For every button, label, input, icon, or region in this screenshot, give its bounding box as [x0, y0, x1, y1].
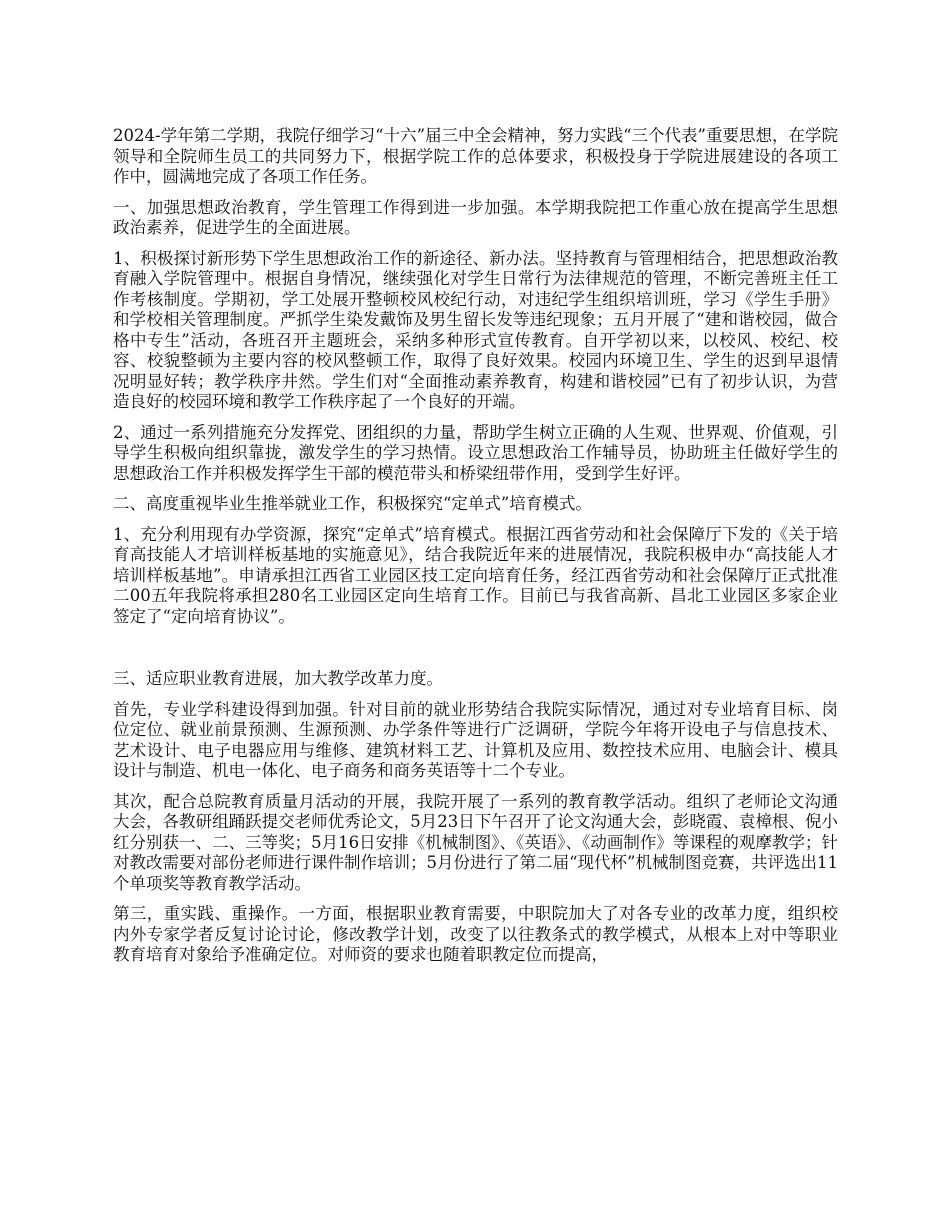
section-3-second: 其次，配合总院教育质量月活动的开展，我院开展了一系列的教育教学活动。组织了老师论文沟通大会，各教研组踊跃提交老师优秀论文，5月23日下午召开了论文沟通大会，彭晓霞、袁樟根、倪小红分别获一、二、三等奖；5月16日安排《机械制图》、《英语》、《动画制作》等课程的观摩教学；针对教改需要对部份老师进行课件制作培训；5月份进行了第二届“现代杯”机械制图竞赛，共评选出11个单项奖等教育教学活动。 — [113, 791, 838, 893]
section-2-heading: 二、高度重视毕业生推举就业工作，积极探究“定单式”培育模式。 — [113, 494, 592, 513]
section-1-item-1: 1、积极探讨新形势下学生思想政治工作的新途径、新办法。坚持教育与管理相结合，把思想政治教育融入学院管理中。根据自身情况，继续强化对学生日常行为法律规范的管理，不断完善班主任工作考核制度。学期初，学工处展开整顿校风校纪行动，对违纪学生组织培训班，学习《学生手册》和学校相关管理制度。严抓学生染发戴饰及男生留长发等违纪现象；五月开展了“建和谐校园，做合格中专生”活动，各班召开主题班会，采纳多种形式宣传教育。自开学初以来，以校风、校纪、校容、校貌整顿为主要内容的校风整顿工作，取得了良好效果。校园内环境卫生、学生的迟到早退情况明显好转；教学秩序井然。学生们对“全面推动素养教育，构建和谐校园”已有了初步认识，为营造良好的校园环境和教学工作秩序起了一个良好的开端。 — [113, 248, 838, 411]
section-3-first: 首先，专业学科建设得到加强。针对目前的就业形势结合我院实际情况，通过对专业培育目标、岗位定位、就业前景预测、生源预测、办学条件等进行广泛调研，学院今年将开设电子与信息技术、艺术设计、电子电器应用与维修、建筑材料工艺、计算机及应用、数控技术应用、电脑会计、模具设计与制造、机电一体化、电子商务和商务英语等十二个专业。 — [113, 699, 838, 780]
section-3-third: 第三，重实践、重操作。一方面，根据职业教育需要，中职院加大了对各专业的改革力度，组织校内外专家学者反复讨论讨论，修改教学计划，改变了以往教条式的教学模式，从根本上对中等职业教育培育对象给予准确定位。对师资的要求也随着职教定位而提高， — [113, 904, 838, 964]
document-body — [113, 126, 838, 976]
section-1-item-2: 2、通过一系列措施充分发挥党、团组织的力量，帮助学生树立正确的人生观、世界观、价值观，引导学生积极向组织靠拢，激发学生的学习热情。设立思想政治工作辅导员，协助班主任做好学生的思想政治工作并积极发挥学生干部的模范带头和桥梁纽带作用，受到学生好评。 — [113, 422, 838, 483]
section-2-item-1: 1、充分利用现有办学资源，探究“定单式”培育模式。根据江西省劳动和社会保障厅下发的《关于培育高技能人才培训样板基地的实施意见》，结合我院近年来的进展情况，我院积极申办“高技能人才培训样板基地”。申请承担江西省工业园区技工定向培育任务，经江西省劳动和社会保障厅正式批准二00五年我院将承担280名工业园区定向生培育工作。目前已与我省高新、昌北工业园区多家企业签定了“定向培育协议”。 — [113, 524, 838, 626]
intro-paragraph: 2024-学年第二学期，我院仔细学习“十六”届三中全会精神，努力实践“三个代表”重要思想，在学院领导和全院师生员工的共同努力下，根据学院工作的总体要求，积极投身于学院进展建设的各项工作中，圆满地完成了各项工作任务。 — [113, 126, 838, 186]
section-1-heading: 一、加强思想政治教育，学生管理工作得到进一步加强。本学期我院把工作重心放在提高学生思想政治素养，促进学生的全面进展。 — [113, 197, 838, 237]
section-3-heading: 三、适应职业教育进展，加大教学改革力度。 — [113, 669, 443, 688]
